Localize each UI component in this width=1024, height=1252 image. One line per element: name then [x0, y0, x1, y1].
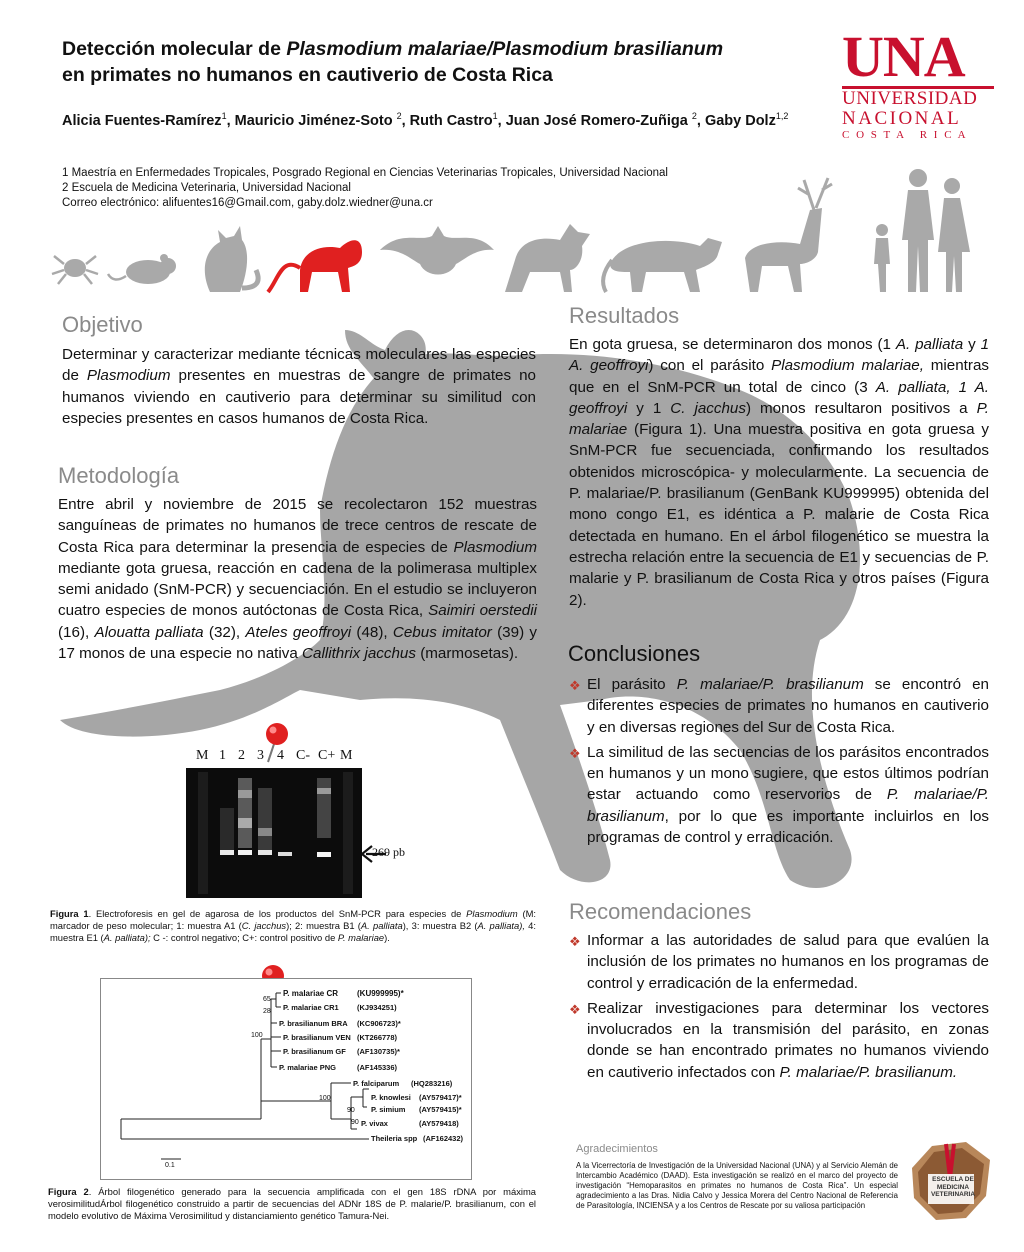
animal-silhouettes-row	[50, 160, 990, 300]
text-run: (Figura 1). Una muestra positiva en gota gruesa y SnM-PCR fue secuenciada, confirmando los resultados obtenidos microscópica- y molecularmente. La secuencia de P. malariae/P. brasilianum (GenBank KU999995) obtenida del mono congo E1, es idéntica a P. malarie de Costa Rica detectada en humano. En el árbol filogenético se muestra la estrecha relación entre la secuencia de E1 y secuencias de P. malarie y P. brasilianum de Costa Rica y otros países (Figura 2).	[569, 421, 989, 609]
text-run: mientras que en el SnM-PCR un total de cinco (3	[569, 357, 989, 396]
text-run: P. malariae/P. brasilianum.	[779, 1063, 958, 1081]
text-run: Plasmodium	[86, 367, 171, 385]
diamond-bullet-icon: ❖	[569, 934, 581, 949]
text-run: 1 A. geoffroyi	[569, 336, 990, 375]
text-run: A. palliata);	[103, 932, 151, 943]
tick-icon	[52, 256, 98, 284]
text-run: (M: marcador de peso molecular; 1: muestra A1 (	[50, 908, 536, 931]
author-affiliation-mark: 1,2	[775, 111, 789, 121]
recomendaciones-list	[569, 930, 989, 1087]
text-run: y	[963, 336, 981, 353]
text-run: ).	[384, 932, 390, 943]
author-name: Ruth Castro	[409, 112, 493, 129]
author-name: Juan José Romero-Zuñiga	[505, 112, 692, 129]
author-affiliation-mark: 2	[396, 111, 402, 121]
text-run: Plasmodium malariae,	[771, 357, 924, 375]
bootstrap-value: 90	[347, 1107, 355, 1114]
poster-title: Detección molecular de Plasmodium malariae/Plasmodium brasilianum en primates no humanos en cautiverio de Costa Rica	[62, 38, 724, 86]
una-logo	[842, 24, 1002, 141]
author-name: Mauricio Jiménez-Soto	[234, 112, 397, 129]
tree-accession: (KJ934251)	[357, 1003, 397, 1012]
tree-accession: (AY579418)	[419, 1119, 459, 1128]
tree-accession: (KU999995)*	[357, 989, 404, 998]
lane-label: 2	[238, 748, 245, 763]
vet-school-logo-text: ESCUELA DE MEDICINA VETERINARIA	[930, 1176, 976, 1198]
human-family-icon	[874, 169, 970, 292]
text-run: Figura 2	[48, 1186, 89, 1197]
gel-band-lane-2	[238, 850, 252, 855]
diamond-bullet-icon: ❖	[569, 745, 581, 761]
objetivo-text	[62, 344, 536, 429]
text-run: La similitud de las secuencias de los parásitos encontrados en humanos y un mono sugiere, que estos últimos podrían estar actuando como reservorios de	[587, 743, 989, 804]
tree-accession: (AF162432)	[423, 1134, 464, 1143]
resultados-heading: Resultados	[569, 303, 680, 328]
author-name: Alicia Fuentes-Ramírez	[62, 112, 222, 129]
agradecimientos-heading: Agradecimientos	[576, 1143, 658, 1155]
text-run: 4: muestra E1 (	[50, 920, 537, 943]
phylogenetic-tree-figure	[100, 978, 472, 1180]
lane-label: 4	[277, 748, 284, 763]
text-run: Cebus imitator	[392, 623, 492, 641]
lane-label: C-	[296, 748, 310, 763]
text-run: y 1	[627, 399, 671, 417]
band-size-label: 269 pb	[372, 845, 405, 859]
text-run: Realizar investigaciones para determinar los vectores involucrados en la transmisión del parásito, en zonas donde se han encontrado primates no humanos viviendo en cautiverio infectados con	[587, 999, 989, 1081]
tree-taxon: P. malariae CR	[283, 989, 338, 998]
tree-taxon: P. malariae PNG	[279, 1063, 336, 1072]
text-run: Saimiri oerstedii	[428, 602, 537, 620]
contact-email: Correo electrónico: alifuentes16@Gmail.com, gaby.dolz.wiedner@una.cr	[62, 197, 433, 209]
gel-band-lane-cpos	[317, 852, 331, 857]
text-run: Figura 1	[50, 908, 89, 919]
lane-label: M	[196, 748, 209, 763]
author-list: Alicia Fuentes-Ramírez$^1$, Mauricio Jiménez-Soto $^2$, Ruth Castro$^1$, Juan José Romero-Zuñiga $^2$, Gaby Dolz$^{1,2}$	[62, 111, 789, 129]
diamond-bullet-icon: ❖	[569, 678, 581, 693]
recomendaciones-heading: Recomendaciones	[569, 899, 752, 924]
figure1-caption	[50, 908, 536, 944]
gel-band-lane-1	[220, 850, 234, 855]
text-run: Plasmodium	[466, 908, 518, 919]
text-run: . Árbol filogenético generado para la secuencia amplificada con el gen 18S rDNA por máxima verosimilitudÁrbol filogenético construido a partir de secuencias del ADNr 18S de P. malarie/P. brasilianum, con el modelo evolutivo de Máxima Verosimilitud y distanciamiento genético Tamura-Nei.	[48, 1186, 537, 1221]
text-run: P. malariae	[569, 399, 990, 439]
conclusiones-items	[569, 674, 989, 848]
lane-label: 3	[257, 748, 264, 763]
text-run: P. malariae/P. brasilianum	[676, 676, 864, 693]
tree-accession: (KT266778)	[357, 1033, 398, 1042]
tree-taxon: P. brasilianum VEN	[283, 1033, 351, 1042]
recommendation-item	[569, 930, 989, 994]
conclusiones-list	[569, 674, 989, 852]
una-logo-line1: UNIVERSIDAD	[842, 88, 978, 109]
text-run: A. palliata	[895, 336, 964, 353]
una-logo-line3: C O S T A R I C A	[842, 129, 968, 141]
text-run: El parásito	[587, 676, 677, 693]
bootstrap-value: 90	[351, 1119, 359, 1126]
recomendaciones-items	[569, 930, 989, 1083]
una-logo-line2: NACIONAL	[842, 108, 962, 129]
text-run: se encontró en diferentes especies de primates no humanos en cautiverio y en diversas regiones del Sur de Costa Rica.	[587, 676, 989, 736]
agradecimientos-text: A la Vicerrectoría de Investigación de la Universidad Nacional (UNA) y al Servicio Alemán de Intercambio Académico (DAAD). Esta investigación se realizó en el marco del proyecto de investigación “Hemoparasitos en primates no humanos de Costa Rica”. Un especial agradecimiento a las Dras. Nidia Calvo y Jessica Morera del Centro Nacional de Referencia de Parasitología, INCIENSA y a los Centros de Rescate por su valiosa participación	[576, 1161, 898, 1210]
text-run: A. palliata	[360, 920, 403, 931]
gel-image	[186, 768, 362, 898]
gel-lane-labels	[186, 748, 376, 768]
conclusion-item	[569, 742, 989, 848]
text-run: ) con el parásito	[648, 357, 772, 375]
tree-taxon: Theileria spp	[371, 1134, 418, 1143]
tree-accession: (HQ283216)	[411, 1079, 453, 1088]
affiliation-2: 2 Escuela de Medicina Veterinaria, Universidad Nacional	[62, 182, 351, 194]
tree-scale-label: 0.1	[165, 1162, 175, 1169]
text-run: A. palliata, 1 A. geoffroyi	[569, 378, 989, 417]
mouse-icon	[108, 254, 176, 284]
text-run: Callithrix jacchus	[302, 645, 416, 663]
recommendation-item	[569, 998, 989, 1083]
text-run: Entre abril y noviembre de 2015 se recolectaron 152 muestras sanguíneas de primates no humanos de trece centros de rescate de Costa Rica para determinar la presencia de especies de	[58, 496, 537, 556]
bootstrap-value: 65	[263, 996, 271, 1003]
lane-label: M	[340, 748, 353, 763]
objetivo-heading: Objetivo	[62, 312, 143, 337]
author-affiliation-mark: 1	[492, 111, 498, 121]
bat-icon	[380, 226, 494, 275]
diamond-bullet-icon: ❖	[569, 1001, 581, 1017]
text-run: mediante gota gruesa, reacción en cadena de la polimerasa multiplex semi anidado (SnM-PCR) y secuenciación. En el estudio se incluyeron cuatro especies de monos autóctonas de Costa Rica,	[58, 559, 537, 620]
affiliation-1: 1 Maestría en Enfermedades Tropicales, Posgrado Regional en Ciencias Veterinarias Tropicales, Universidad Nacional	[62, 167, 668, 179]
cat-icon	[205, 226, 258, 292]
tree-accession: (AY579415)*	[419, 1105, 462, 1114]
figure2-caption	[48, 1186, 536, 1222]
gel-band-lane-3	[258, 850, 272, 855]
tree-accession: (AF145336)	[357, 1063, 398, 1072]
author-affiliation-mark: 1	[221, 111, 227, 121]
metodologia-heading: Metodología	[58, 463, 180, 488]
resultados-text	[569, 334, 989, 611]
lane-label: C+	[318, 748, 336, 763]
gel-band-lane-4	[278, 852, 292, 856]
monkey-red-icon	[268, 240, 362, 292]
text-run: C. jacchus	[670, 399, 746, 417]
bootstrap-value: 100	[251, 1032, 263, 1039]
tree-accession: (AY579417)*	[419, 1093, 462, 1102]
text-run: presentes en muestras de sangre de primates no humanos viviendo en cautiverio para determinar su similitud con especies presentes en casos humanos de Costa Rica.	[62, 367, 537, 427]
text-run: ), 3: muestra B2 (	[402, 920, 478, 931]
text-run: C -: control negativo; C+: control positivo de	[150, 932, 338, 943]
text-run: C. jacchus	[241, 920, 287, 931]
tree-taxon: P. malariae CR1	[283, 1003, 339, 1012]
text-run: . Electroforesis en gel de agarosa de los productos del SnM-PCR para especies de	[88, 908, 467, 919]
text-run: (48),	[351, 623, 393, 641]
text-run: (39) y 17 monos de una especie no nativa	[58, 623, 537, 663]
tree-taxon: P. brasilianum BRA	[279, 1019, 348, 1028]
tree-taxon: P. brasilianum GF	[283, 1047, 346, 1056]
text-run: Alouatta palliata	[94, 623, 204, 641]
text-run: (32),	[203, 623, 246, 641]
jaguar-icon	[603, 238, 722, 292]
conclusiones-heading: Conclusiones	[568, 641, 701, 666]
author-affiliation-mark: 2	[691, 111, 697, 121]
text-run: (marmosetas).	[415, 645, 519, 663]
text-run: ) monos resultaron positivos a	[745, 399, 977, 417]
tree-accession: (AF130735)*	[357, 1047, 400, 1056]
text-run: En gota gruesa, se determinaron dos monos (1	[569, 336, 896, 353]
text-run: Ateles geoffroyi	[245, 623, 352, 641]
coyote-icon	[505, 224, 590, 292]
tree-accession: (KC906723)*	[357, 1019, 401, 1028]
lane-label: 1	[219, 748, 226, 763]
tree-taxon: P. vivax	[361, 1119, 388, 1128]
conclusion-item	[569, 674, 989, 738]
tree-taxon: P. knowlesi	[371, 1093, 411, 1102]
text-run: , por lo que es importante incluirlos en los programas de control y erradicación.	[587, 807, 989, 847]
text-run: Plasmodium	[453, 538, 537, 556]
text-run: P. malariae/P. brasilianum	[587, 786, 989, 825]
metodologia-text	[58, 494, 537, 664]
text-run: Informar a las autoridades de salud para que evalúen la inclusión de los primates no humanos en los programas de control y erradicación de la enfermedad.	[587, 932, 989, 992]
text-run: P. malariae	[337, 932, 385, 943]
tree-taxon: P. simium	[371, 1105, 406, 1114]
text-run: (16),	[58, 623, 95, 641]
text-run: A. palliata),	[477, 920, 525, 931]
bootstrap-value: 100	[319, 1095, 331, 1102]
author-name: Gaby Dolz	[704, 112, 776, 129]
una-logo-letters: UNA	[842, 24, 965, 89]
bootstrap-value: 28	[263, 1008, 271, 1015]
text-run: ); 2: muestra B1 (	[286, 920, 361, 931]
tree-taxon: P. falciparum	[353, 1079, 400, 1088]
deer-icon	[745, 178, 832, 292]
text-run: Determinar y caracterizar mediante técnicas moleculares las especies de	[62, 346, 536, 385]
